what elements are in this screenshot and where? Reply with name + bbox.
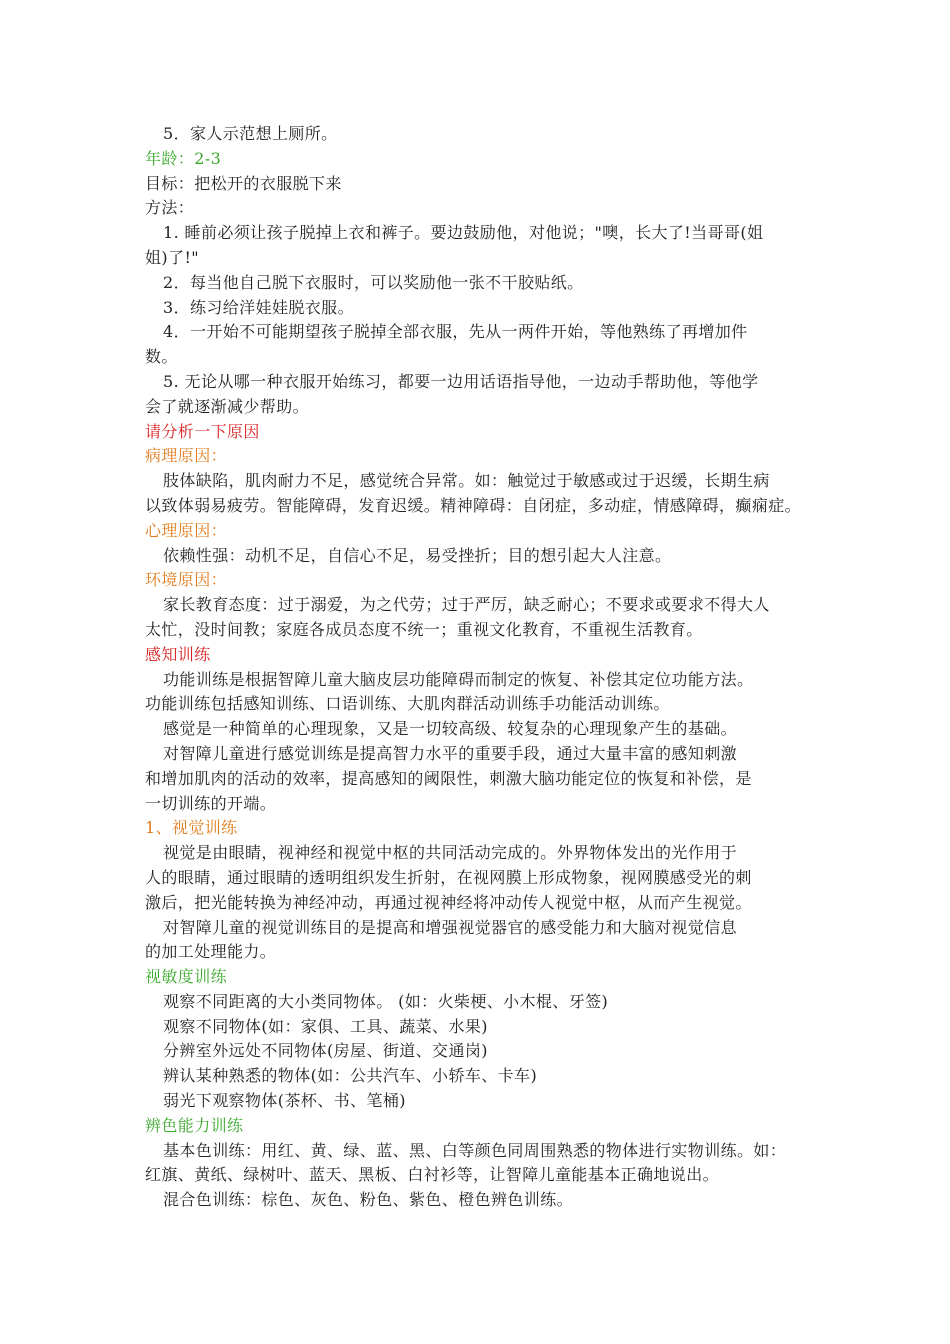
section-heading-age: 年龄：2-3 bbox=[145, 148, 222, 168]
subheading-psychology: 心理原因： bbox=[145, 520, 228, 540]
text-line: 依赖性强：动机不足，自信心不足，易受挫折；目的想引起大人注意。 bbox=[163, 545, 672, 565]
text-line: 激后，把光能转换为神经冲动，再通过视神经将冲动传人视觉中枢，从而产生视觉。 bbox=[145, 892, 752, 912]
text-line: 视觉是由眼睛，视神经和视觉中枢的共同活动完成的。外界物体发出的光作用于 bbox=[163, 843, 738, 863]
text-line: 以致体弱易疲劳。智能障碍，发育迟缓。精神障碍：自闭症，多动症，情感障碍，癫痫症。 bbox=[145, 495, 802, 515]
text-line: 5. 无论从哪一种衣服开始练习，都要一边用话语指导他，一边动手帮助他，等他学 bbox=[163, 371, 759, 391]
section-heading-perception: 感知训练 bbox=[145, 644, 211, 664]
text-line: 2．每当他自己脱下衣服时，可以奖励他一张不干胶贴纸。 bbox=[163, 272, 584, 292]
text-line: 和增加肌肉的活动的效率，提高感知的阈限性，刺激大脑功能定位的恢复和补偿，是 bbox=[145, 768, 752, 788]
text-line: 对智障儿童的视觉训练目的是提高和增强视觉器官的感受能力和大脑对视觉信息 bbox=[163, 917, 738, 937]
text-line: 数。 bbox=[145, 347, 178, 367]
text-line: 功能训练包括感知训练、口语训练、大肌肉群活动训练手功能活动训练。 bbox=[145, 694, 670, 714]
subheading-pathology: 病理原因： bbox=[145, 446, 228, 466]
text-line: 的加工处理能力。 bbox=[145, 942, 277, 962]
text-line: 肢体缺陷，肌肉耐力不足，感觉统合异常。如：触觉过于敏感或过于迟缓，长期生病 bbox=[163, 471, 770, 491]
subheading-color-training: 辨色能力训练 bbox=[145, 1115, 244, 1135]
text-line: 基本色训练：用红、黄、绿、蓝、黑、白等颜色同周围熟悉的物体进行实物训练。如： bbox=[163, 1140, 787, 1160]
text-line: 感觉是一种简单的心理现象，又是一切较高级、较复杂的心理现象产生的基础。 bbox=[163, 719, 738, 739]
text-line: 人的眼睛，通过眼睛的透明组织发生折射，在视网膜上形成物象，视网膜感受光的刺 bbox=[145, 867, 752, 887]
text-line: 一切训练的开端。 bbox=[145, 793, 277, 813]
text-line: 4．一开始不可能期望孩子脱掉全部衣服，先从一两件开始，等他熟练了再增加件 bbox=[163, 322, 748, 342]
document-body bbox=[145, 122, 817, 1213]
list-item: 观察不同距离的大小类同物体。 (如：火柴梗、小木棍、牙签) bbox=[163, 991, 609, 1011]
list-item: 辨认某种熟悉的物体(如：公共汽车、小轿车、卡车) bbox=[163, 1066, 538, 1086]
text-line: 3．练习给洋娃娃脱衣服。 bbox=[163, 297, 354, 317]
text-line: 家长教育态度：过于溺爱，为之代劳；过于严厉，缺乏耐心；不要求或要求不得大人 bbox=[163, 595, 770, 615]
section-heading-analysis: 请分析一下原因 bbox=[145, 421, 260, 441]
subheading-visual-training: 1、视觉训练 bbox=[145, 818, 238, 838]
text-line: 对智障儿童进行感觉训练是提高智力水平的重要手段，通过大量丰富的感知刺激 bbox=[163, 743, 738, 763]
list-item: 弱光下观察物体(茶杯、书、笔桶) bbox=[163, 1091, 406, 1111]
text-line: 红旗、黄纸、绿树叶、蓝天、黑板、白衬衫等，让智障儿童能基本正确地说出。 bbox=[145, 1165, 720, 1185]
text-line: 目标：把松开的衣服脱下来 bbox=[145, 173, 342, 193]
subheading-acuity-training: 视敏度训练 bbox=[145, 967, 228, 987]
subheading-environment: 环境原因： bbox=[145, 570, 228, 590]
list-item: 分辨室外远处不同物体(房屋、街道、交通岗) bbox=[163, 1041, 488, 1061]
text-line: 1. 睡前必须让孩子脱掉上衣和裤子。要边鼓励他，对他说；"噢，长大了!当哥哥(姐 bbox=[163, 223, 764, 243]
text-line: 太忙，没时间教；家庭各成员态度不统一；重视文化教育，不重视生活教育。 bbox=[145, 619, 703, 639]
text-line: 会了就逐渐减少帮助。 bbox=[145, 396, 310, 416]
text-line: 方法： bbox=[145, 198, 195, 218]
list-item: 观察不同物体(如：家俱、工具、蔬菜、水果) bbox=[163, 1016, 488, 1036]
text-line: 5．家人示范想上厕所。 bbox=[163, 124, 338, 143]
text-line: 混合色训练：棕色、灰色、粉色、紫色、橙色辨色训练。 bbox=[163, 1190, 574, 1210]
text-line: 姐)了!" bbox=[145, 247, 200, 267]
text-line: 功能训练是根据智障儿童大脑皮层功能障碍而制定的恢复、补偿其定位功能方法。 bbox=[163, 669, 754, 689]
